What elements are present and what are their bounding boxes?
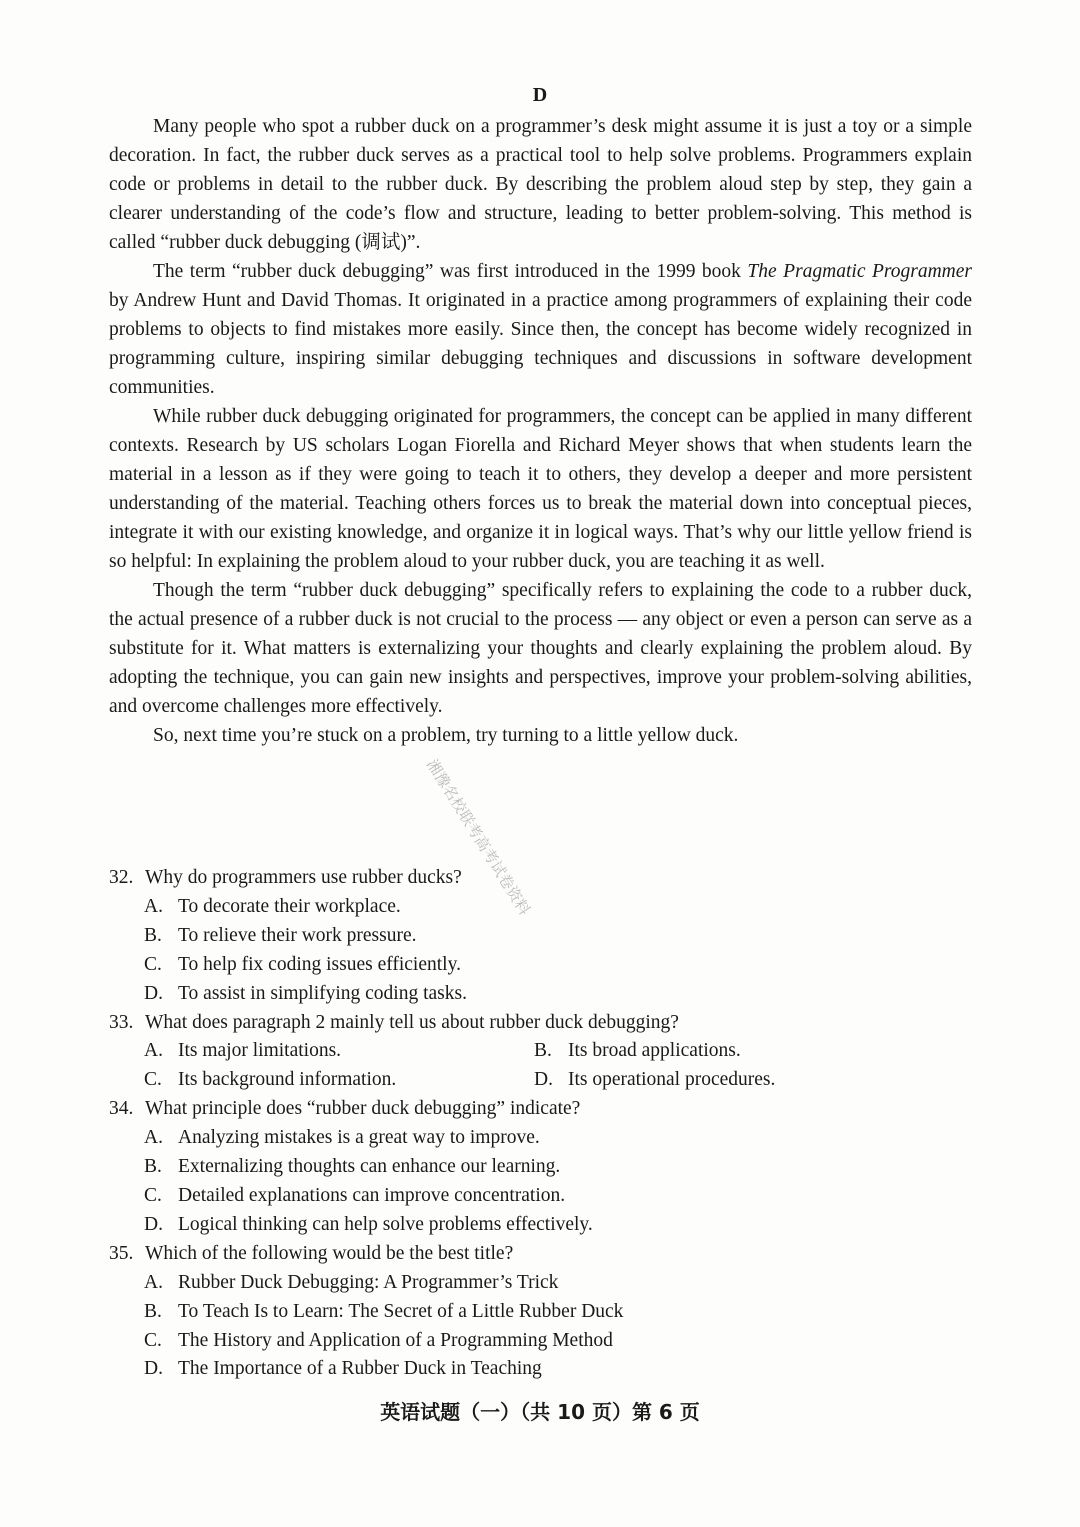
question-stem [109, 1240, 972, 1269]
question-stem [109, 1095, 972, 1124]
option-text: Externalizing thoughts can enhance our learning. [178, 1156, 561, 1178]
option-list [109, 1124, 972, 1240]
option-d [144, 1355, 972, 1384]
option-letter: C. [144, 953, 162, 975]
question-text: Why do programmers use rubber ducks? [145, 867, 462, 888]
option-text: To decorate their workplace. [178, 895, 401, 917]
option-b [534, 1037, 934, 1066]
option-d [144, 1211, 972, 1240]
option-letter: A. [144, 1271, 163, 1293]
option-letter: C. [144, 1329, 162, 1351]
question-number: 32. [109, 867, 134, 888]
option-letter: D. [534, 1069, 553, 1091]
question-text: What principle does “rubber duck debugging” indicate? [145, 1098, 581, 1120]
option-text: Its broad applications. [568, 1040, 741, 1062]
option-a [144, 1269, 972, 1298]
option-text: Its background information. [178, 1069, 397, 1091]
option-d [534, 1066, 934, 1095]
option-text: To help fix coding issues efficiently. [178, 953, 461, 975]
option-text: Detailed explanations can improve concentration. [178, 1184, 566, 1206]
question-number: 34. [109, 1098, 134, 1120]
paragraph-5: So, next time you’re stuck on a problem, try turning to a little yellow duck. [153, 725, 739, 746]
question-33 [109, 1009, 972, 1096]
option-text: The Importance of a Rubber Duck in Teaching [178, 1358, 542, 1380]
option-text: The History and Application of a Programming Method [178, 1329, 613, 1351]
question-34 [109, 1095, 972, 1240]
option-list [109, 1269, 972, 1385]
option-letter: D. [144, 1358, 163, 1380]
question-text: What does paragraph 2 mainly tell us about rubber duck debugging? [145, 1011, 679, 1033]
question-text: Which of the following would be the best title? [145, 1242, 514, 1264]
question-stem [109, 864, 972, 893]
option-c [144, 1182, 972, 1211]
option-text: Analyzing mistakes is a great way to improve. [178, 1127, 540, 1149]
reading-passage [109, 112, 972, 750]
option-a [144, 1037, 534, 1066]
question-number: 35. [109, 1242, 134, 1264]
question-35 [109, 1240, 972, 1385]
option-b [144, 1298, 972, 1327]
option-text: Logical thinking can help solve problems effectively. [178, 1213, 593, 1235]
option-c [144, 1327, 972, 1356]
paragraph-2 [109, 257, 972, 402]
option-letter: B. [144, 1300, 162, 1322]
paragraph-3: While rubber duck debugging originated for programmers, the concept can be applied in many different contexts. Research by US scholars Logan Fiorella and Richard Meyer shows that when students learn the material in a lesson as if they were going to teach it to others, they develop a deeper and more persistent understanding of the material. Teaching others forces us to break the material down into conceptual pieces, integrate it with our existing knowledge, and organize it in logical ways. That’s why our little yellow friend is so helpful: In explaining the problem aloud to your rubber duck, you are teaching it as well. [109, 406, 972, 572]
paragraph-2-text-before: The term “rubber duck debugging” was first introduced in the 1999 book [153, 261, 748, 282]
option-letter: D. [144, 982, 163, 1004]
option-a [144, 1124, 972, 1153]
option-text: To Teach Is to Learn: The Secret of a Little Rubber Duck [178, 1300, 624, 1322]
option-letter: B. [144, 924, 162, 946]
option-text: Rubber Duck Debugging: A Programmer’s Trick [178, 1271, 559, 1293]
option-letter: C. [144, 1184, 162, 1206]
option-letter: A. [144, 1040, 163, 1062]
paragraph-4: Though the term “rubber duck debugging” specifically refers to explaining the code to a rubber duck, the actual presence of a rubber duck is not crucial to the process — any object or even a person can serve as a substitute for it. What matters is externalizing your thoughts and clearly explaining the problem aloud. By adopting the technique, you can gain new insights and perspectives, improve your problem-solving abilities, and overcome challenges more effectively. [109, 580, 972, 717]
page-footer: 英语试题（一）（共 10 页）第 6 页 [380, 1400, 700, 1424]
question-number: 33. [109, 1011, 134, 1033]
option-letter: B. [144, 1156, 162, 1178]
option-text: To relieve their work pressure. [178, 924, 417, 946]
watermark: 湘豫名校联考高考试卷资料 [423, 756, 534, 919]
option-letter: A. [144, 1127, 163, 1149]
paragraph-2-text-after: by Andrew Hunt and David Thomas. It originated in a practice among programmers of explaining their code problems to objects to find mistakes more easily. Since then, the concept has become widely recognized in programming culture, inspiring similar debugging techniques and discussions in software development communities. [109, 290, 972, 398]
paragraph-1: Many people who spot a rubber duck on a programmer’s desk might assume it is just a toy or a simple decoration. In fact, the rubber duck serves as a practical tool to help solve problems. Programmers explain code or problems in detail to the rubber duck. By describing the problem aloud step by step, they gain a clearer understanding of the code’s flow and structure, leading to better problem-solving. This method is called “rubber duck debugging (调试)”. [109, 116, 972, 253]
option-text: To assist in simplifying coding tasks. [178, 982, 467, 1004]
option-letter: B. [534, 1040, 552, 1062]
option-text: Its operational procedures. [568, 1069, 776, 1091]
option-letter: D. [144, 1213, 163, 1235]
option-letter: C. [144, 1069, 162, 1091]
option-b [144, 1153, 972, 1182]
section-heading: D [532, 84, 548, 106]
option-text: Its major limitations. [178, 1040, 342, 1062]
question-stem [109, 1009, 972, 1038]
option-letter: A. [144, 895, 163, 917]
option-a [144, 893, 972, 922]
book-title: The Pragmatic Programmer [747, 261, 972, 282]
option-list [109, 1037, 972, 1095]
option-c [144, 1066, 534, 1095]
